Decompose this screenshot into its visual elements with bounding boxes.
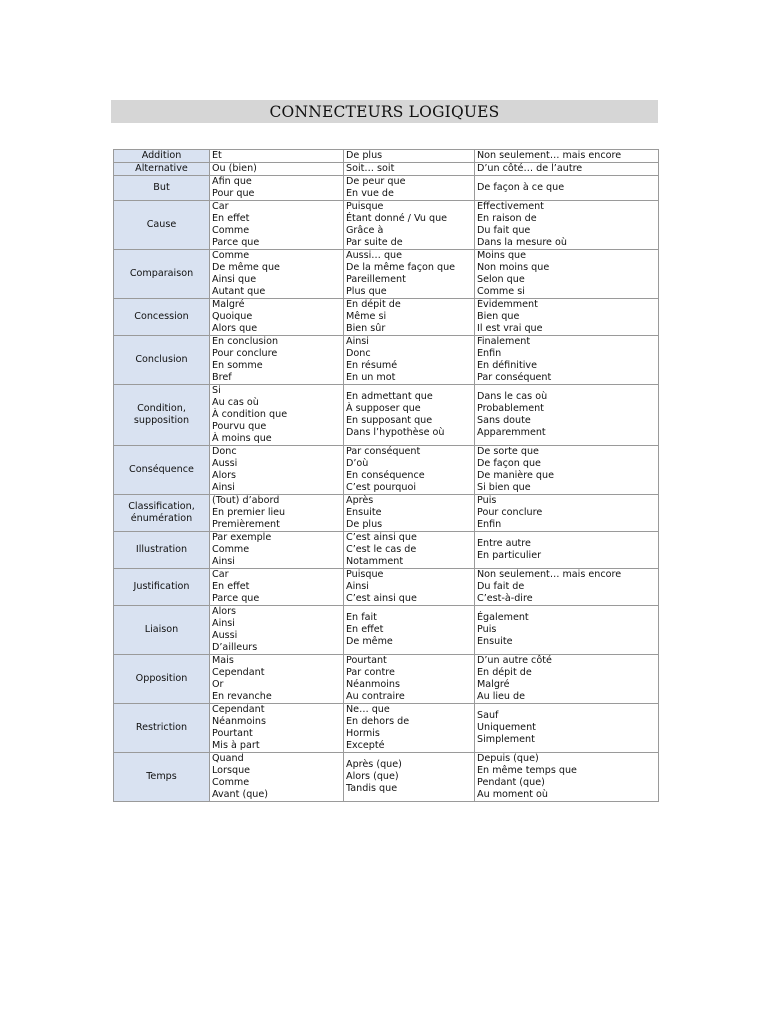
category-cell <box>114 753 210 802</box>
connector-text: Enfin <box>477 518 502 530</box>
connector-cell-2 <box>344 336 475 385</box>
table-row <box>114 250 659 299</box>
table-row <box>114 201 659 250</box>
connector-text: En conséquence <box>346 470 425 481</box>
connector-text: C’est le cas de <box>346 544 417 556</box>
connector-cell-3 <box>475 201 659 250</box>
connector-text: Entre autre <box>477 538 531 550</box>
connector-text: Ou (bien) <box>212 163 257 175</box>
connector-text: Cependant <box>212 704 265 716</box>
connector-cell-2 <box>344 201 475 250</box>
connector-text: En fait <box>346 612 377 624</box>
connector-text: Néanmoins <box>346 679 400 690</box>
connector-text: D’où <box>346 458 369 470</box>
connector-text: En raison de <box>477 213 537 225</box>
connector-cell-3 <box>475 704 659 753</box>
connector-text: Lorsque <box>212 765 251 777</box>
connector-text: En dehors de <box>346 716 410 728</box>
connector-text: En effet <box>346 624 384 636</box>
connector-cell-3 <box>475 163 659 176</box>
category-cell <box>114 176 210 201</box>
connector-text: Pour conclure <box>477 507 543 519</box>
connector-text: Comme <box>212 544 250 556</box>
connector-cell-2 <box>344 655 475 704</box>
category-cell <box>114 150 210 163</box>
title-bar <box>111 100 658 123</box>
connector-text: Aussi <box>212 458 238 470</box>
connector-text: Au cas où <box>212 397 259 409</box>
connector-text: Hormis <box>346 728 380 739</box>
connector-text: Non seulement… mais encore <box>477 569 622 581</box>
connector-cell-3 <box>475 655 659 704</box>
connector-text: Finalement <box>477 336 531 348</box>
category-cell <box>114 704 210 753</box>
connector-text: Ainsi que <box>212 274 257 285</box>
connector-cell-3 <box>475 250 659 299</box>
connector-cell-3 <box>475 150 659 163</box>
connector-text: C’est ainsi que <box>346 592 417 604</box>
category-cell <box>114 606 210 655</box>
connector-text: Puis <box>477 624 497 636</box>
connector-text: En vue de <box>346 188 394 199</box>
connector-cell-1 <box>210 446 344 495</box>
connector-text: De manière que <box>477 470 554 481</box>
connector-cell-1 <box>210 532 344 569</box>
connector-text: Sans doute <box>477 415 531 426</box>
connector-text: Parce que <box>212 236 260 248</box>
connector-text: Comme si <box>477 285 525 297</box>
connector-text: Après <box>346 495 374 507</box>
connector-text: Puisque <box>346 201 384 213</box>
category-label: Temps <box>146 771 177 783</box>
category-label: Restriction <box>135 722 188 734</box>
connector-text: Alors (que) <box>346 771 399 783</box>
connector-cell-2 <box>344 704 475 753</box>
category-label: Comparaison <box>129 268 194 280</box>
connector-text: Malgré <box>477 679 510 690</box>
connector-text: Ainsi <box>212 555 235 567</box>
connector-cell-2 <box>344 495 475 532</box>
connector-cell-1 <box>210 704 344 753</box>
table-row <box>114 569 659 606</box>
connector-text: Non moins que <box>477 262 550 274</box>
connector-cell-1 <box>210 250 344 299</box>
connector-cell-2 <box>344 753 475 802</box>
connector-cell-1 <box>210 655 344 704</box>
table-row <box>114 176 659 201</box>
category-cell <box>114 201 210 250</box>
connector-cell-1 <box>210 150 344 163</box>
connector-text: De façon que <box>477 458 541 470</box>
table-body <box>114 150 659 802</box>
table-row <box>114 532 659 569</box>
category-label: Illustration <box>135 544 188 556</box>
table-row <box>114 655 659 704</box>
category-cell <box>114 336 210 385</box>
connector-text: Alors que <box>212 322 258 334</box>
connector-text: En définitive <box>477 360 537 371</box>
category-label: Alternative <box>135 163 188 175</box>
connector-cell-1 <box>210 606 344 655</box>
category-cell <box>114 446 210 495</box>
connector-text: Puisque <box>346 569 384 581</box>
connector-text: Également <box>477 612 529 624</box>
connector-text: De plus <box>346 518 383 530</box>
connector-text: Mis à part <box>212 739 260 751</box>
connector-text: Aussi… que <box>346 250 403 262</box>
connector-text: Pourtant <box>212 728 253 739</box>
connector-cell-1 <box>210 569 344 606</box>
connector-cell-2 <box>344 532 475 569</box>
connector-text: Si <box>212 385 221 397</box>
connector-text: De même que <box>212 262 280 274</box>
connector-text: À moins que <box>212 432 272 444</box>
connector-text: Mais <box>212 655 234 667</box>
connector-text: Plus que <box>346 285 387 297</box>
connector-text: Au lieu de <box>477 690 526 702</box>
connector-text: En admettant que <box>346 391 433 403</box>
connector-text: En dépit de <box>346 299 401 311</box>
connector-text: Bien sûr <box>346 322 386 334</box>
connector-cell-2 <box>344 385 475 446</box>
category-label: Condition, supposition <box>133 403 190 426</box>
category-label: Classification, énumération <box>128 501 195 524</box>
connector-text: En supposant que <box>346 415 433 426</box>
connector-text: Étant donné / Vu que <box>346 213 448 225</box>
category-label: Justification <box>133 581 190 593</box>
connector-text: Du fait de <box>477 581 525 593</box>
connector-text: Or <box>212 679 224 690</box>
table-row <box>114 299 659 336</box>
connector-text: C’est-à-dire <box>477 592 533 604</box>
category-cell <box>114 569 210 606</box>
connector-text: Avant (que) <box>212 788 269 800</box>
connector-text: Parce que <box>212 592 260 604</box>
connector-text: Ne… que <box>346 704 390 716</box>
connector-text: Soit… soit <box>346 163 395 175</box>
connector-text: Dans le cas où <box>477 391 548 403</box>
connector-text: En même temps que <box>477 765 577 777</box>
category-cell <box>114 250 210 299</box>
connector-text: Ensuite <box>477 635 513 647</box>
connector-text: Quoique <box>212 311 253 323</box>
connector-text: Par conséquent <box>477 371 552 383</box>
connector-text: Même si <box>346 311 387 323</box>
connector-text: De plus <box>346 150 383 162</box>
connector-cell-1 <box>210 299 344 336</box>
connector-cell-3 <box>475 176 659 201</box>
connector-text: À condition que <box>212 409 288 421</box>
category-cell <box>114 299 210 336</box>
connector-text: Bref <box>212 371 232 383</box>
connector-cell-3 <box>475 299 659 336</box>
connector-text: D’un autre côté <box>477 655 552 667</box>
connector-text: Puis <box>477 495 497 507</box>
connector-text: Pour conclure <box>212 348 278 360</box>
connector-text: En dépit de <box>477 667 532 679</box>
table-row <box>114 446 659 495</box>
connector-text: De même <box>346 635 393 647</box>
connector-text: Enfin <box>477 348 502 360</box>
connector-text: Notamment <box>346 555 404 567</box>
category-label: Addition <box>141 150 182 162</box>
connector-cell-2 <box>344 569 475 606</box>
connector-text: Malgré <box>212 299 245 311</box>
connector-text: Alors <box>212 606 237 618</box>
connecteurs-table <box>113 149 659 802</box>
category-label: Concession <box>134 311 189 323</box>
connector-text: Ensuite <box>346 507 382 519</box>
connector-text: Premièrement <box>212 518 280 530</box>
connector-text: Pourvu que <box>212 420 267 432</box>
connector-text: D’un côté… de l’autre <box>477 163 583 175</box>
connector-text: En effet <box>212 213 250 225</box>
connector-text: C’est ainsi que <box>346 532 417 544</box>
connector-text: En effet <box>212 581 250 593</box>
connector-cell-1 <box>210 495 344 532</box>
connector-cell-2 <box>344 163 475 176</box>
connector-cell-2 <box>344 299 475 336</box>
category-label: Conséquence <box>129 464 194 476</box>
connector-cell-3 <box>475 532 659 569</box>
connector-text: Moins que <box>477 250 527 262</box>
table-row <box>114 150 659 163</box>
connector-text: Probablement <box>477 403 544 415</box>
connector-cell-3 <box>475 336 659 385</box>
connector-text: En particulier <box>477 550 542 561</box>
table-row <box>114 704 659 753</box>
connector-text: Par contre <box>346 667 395 679</box>
connector-text: (Tout) d’abord <box>212 495 280 507</box>
connector-text: En un mot <box>346 371 396 383</box>
connector-cell-2 <box>344 250 475 299</box>
connector-text: Aussi <box>212 630 238 641</box>
category-cell <box>114 163 210 176</box>
connector-text: Uniquement <box>477 722 536 734</box>
connector-text: En somme <box>212 360 263 371</box>
connector-cell-1 <box>210 176 344 201</box>
connector-text: Autant que <box>212 285 266 297</box>
category-label: Opposition <box>135 673 188 685</box>
connector-text: Donc <box>212 446 237 458</box>
connector-text: Ainsi <box>212 481 235 493</box>
table-row <box>114 606 659 655</box>
connector-text: Bien que <box>477 311 520 323</box>
category-label: Cause <box>146 219 177 231</box>
connector-text: Apparemment <box>477 426 546 438</box>
connector-cell-2 <box>344 150 475 163</box>
connector-text: Pendant (que) <box>477 777 545 788</box>
category-label: But <box>153 182 170 194</box>
connector-text: Après (que) <box>346 759 402 771</box>
connector-text: D’ailleurs <box>212 641 258 653</box>
connector-text: Non seulement… mais encore <box>477 150 622 162</box>
connector-text: Cependant <box>212 667 265 679</box>
connector-text: Simplement <box>477 733 535 745</box>
connector-cell-2 <box>344 446 475 495</box>
connector-text: Ainsi <box>346 581 369 593</box>
connector-text: Donc <box>346 348 371 360</box>
page-title: CONNECTEURS LOGIQUES <box>269 102 500 121</box>
category-cell <box>114 495 210 532</box>
connector-text: Dans la mesure où <box>477 236 567 248</box>
connector-text: En résumé <box>346 360 398 371</box>
connector-text: Grâce à <box>346 225 384 236</box>
connector-text: De façon à ce que <box>477 182 565 194</box>
table-row <box>114 163 659 176</box>
category-cell <box>114 532 210 569</box>
connector-text: Quand <box>212 753 244 765</box>
category-cell <box>114 385 210 446</box>
connector-text: Il est vrai que <box>477 322 543 334</box>
connector-cell-1 <box>210 385 344 446</box>
connector-text: Au moment où <box>477 788 548 800</box>
table-row <box>114 495 659 532</box>
connector-text: Dans l’hypothèse où <box>346 426 445 438</box>
connector-cell-3 <box>475 385 659 446</box>
connector-text: De la même façon que <box>346 262 456 274</box>
connector-text: Ainsi <box>212 618 235 630</box>
category-label: Conclusion <box>135 354 188 366</box>
connector-text: Pour que <box>212 188 255 199</box>
connector-cell-1 <box>210 753 344 802</box>
connector-text: Par conséquent <box>346 446 421 458</box>
connector-text: Depuis (que) <box>477 753 539 765</box>
connector-text: Par suite de <box>346 236 403 248</box>
connector-text: Du fait que <box>477 225 531 236</box>
connector-text: Si bien que <box>477 481 531 493</box>
connector-cell-3 <box>475 569 659 606</box>
connector-text: Évidemment <box>477 299 538 311</box>
connector-text: Pourtant <box>346 655 387 667</box>
connector-text: Par exemple <box>212 532 272 544</box>
connector-cell-2 <box>344 606 475 655</box>
connector-text: Car <box>212 569 229 581</box>
connector-text: En revanche <box>212 690 272 702</box>
category-cell <box>114 655 210 704</box>
connector-text: Ainsi <box>346 336 369 348</box>
connector-text: Comme <box>212 225 250 236</box>
connector-cell-1 <box>210 163 344 176</box>
connector-cell-2 <box>344 176 475 201</box>
connector-text: Effectivement <box>477 201 544 213</box>
connector-text: Afin que <box>212 176 252 188</box>
table-row <box>114 753 659 802</box>
connector-text: À supposer que <box>346 403 421 415</box>
connector-text: Sauf <box>477 710 499 722</box>
connector-text: Comme <box>212 250 250 262</box>
connector-text: Car <box>212 201 229 213</box>
connector-text: Comme <box>212 777 250 788</box>
connector-text: Et <box>212 150 222 162</box>
connector-text: Selon que <box>477 274 525 285</box>
connector-text: En premier lieu <box>212 507 286 519</box>
connector-text: C’est pourquoi <box>346 481 416 493</box>
connector-text: De peur que <box>346 176 406 188</box>
connector-text: Au contraire <box>346 690 405 702</box>
connector-cell-1 <box>210 201 344 250</box>
connector-cell-1 <box>210 336 344 385</box>
connector-text: En conclusion <box>212 336 279 348</box>
connector-text: Pareillement <box>346 274 406 285</box>
connector-text: Néanmoins <box>212 716 266 728</box>
connector-cell-3 <box>475 753 659 802</box>
connector-text: Alors <box>212 470 237 481</box>
connector-cell-3 <box>475 446 659 495</box>
table-row <box>114 385 659 446</box>
connector-cell-3 <box>475 606 659 655</box>
connector-text: Excepté <box>346 739 385 751</box>
connector-cell-3 <box>475 495 659 532</box>
connector-text: De sorte que <box>477 446 539 458</box>
category-label: Liaison <box>144 624 179 636</box>
connector-text: Tandis que <box>346 782 398 794</box>
table-row <box>114 336 659 385</box>
